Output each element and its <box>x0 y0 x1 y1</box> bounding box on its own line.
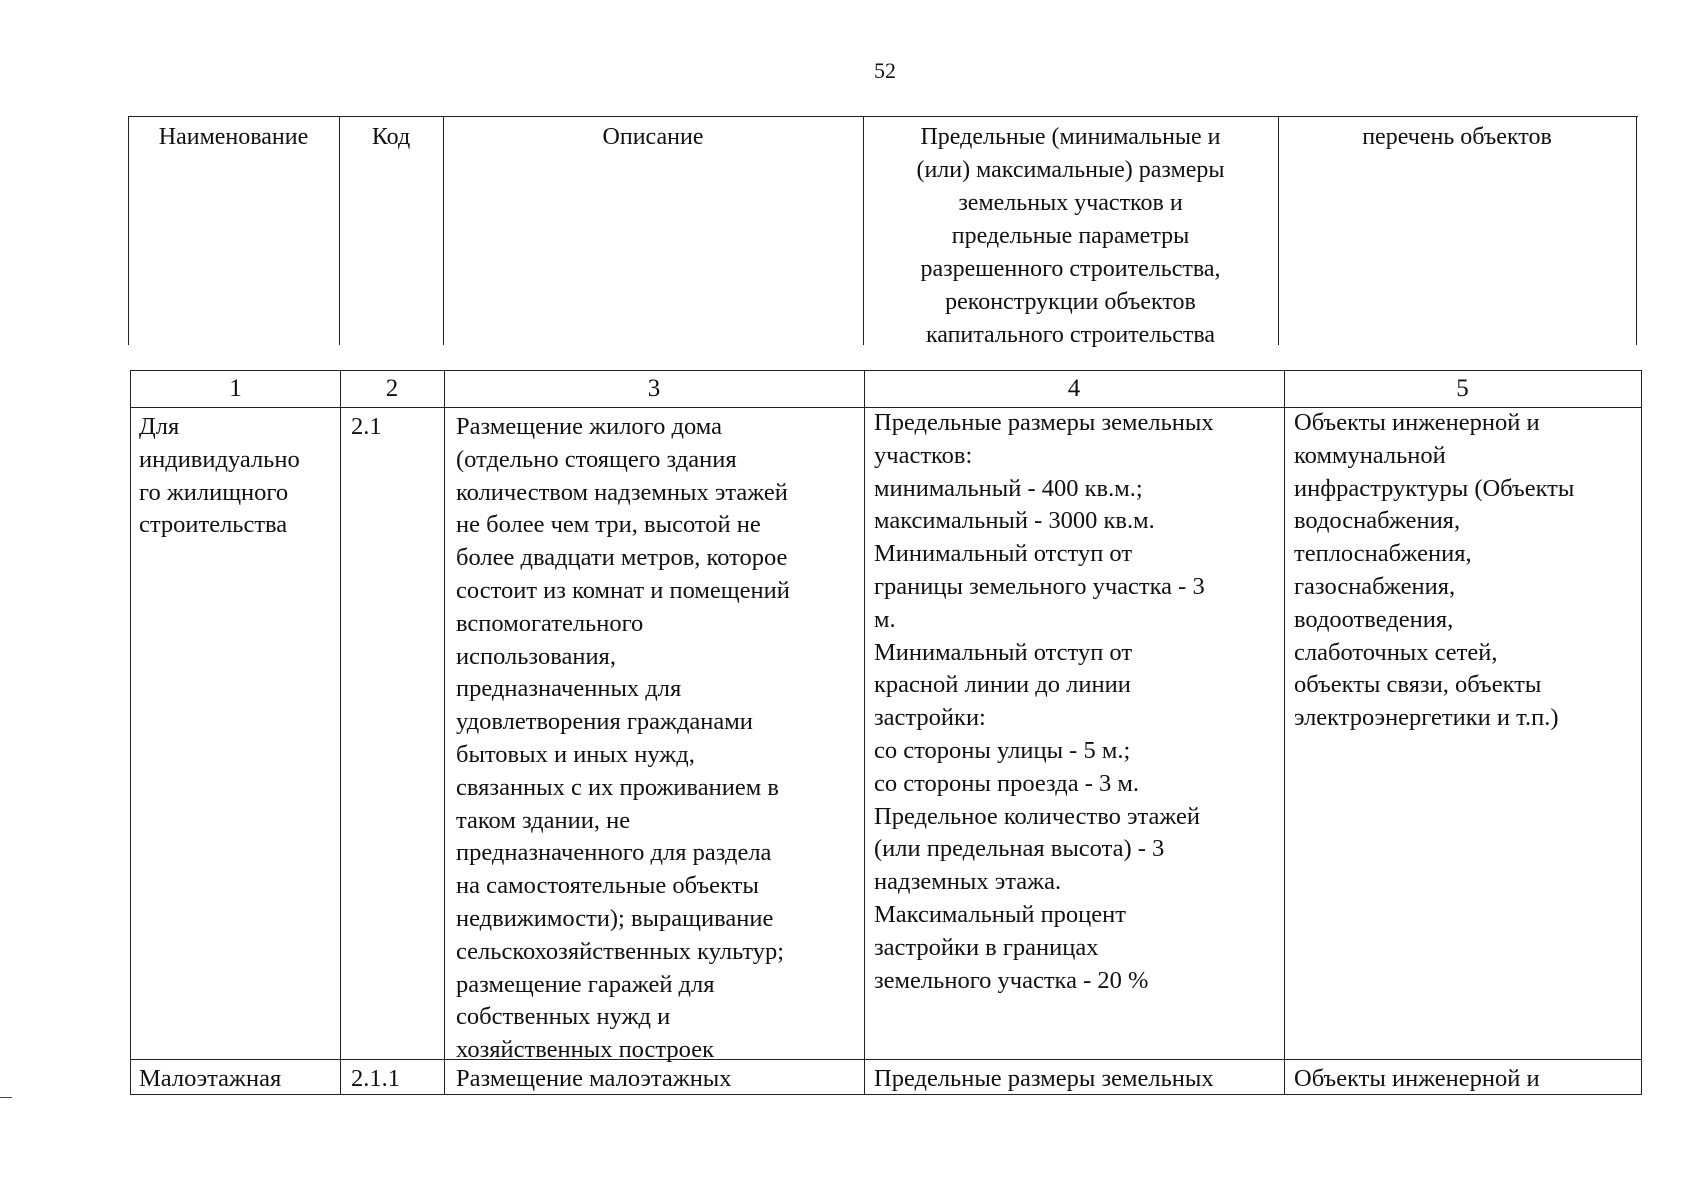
column-divider <box>340 371 341 1094</box>
row-1-name: Для индивидуально го жилищного строительства <box>139 413 300 539</box>
column-number: 1 <box>229 375 242 402</box>
header-parameters: Предельные (минимальные и (или) максимальные) размеры земельных участков и предельные параметры разрешенного строительства, реконструкции объектов капитального строительства <box>916 124 1225 348</box>
header-objects: перечень объектов <box>1362 124 1552 150</box>
row-1-description: Размещение жилого дома (отдельно стоящего здания количеством надземных этажей не более чем три, высотой не более двадцати метров, которое состоит из комнат и помещений вспомогательного использования, предназначенных для удовлетворения гражданами бытовых и иных нужд, связанных с их проживанием в таком здании, не предназначенного для раздела на самостоятельные объекты недвижимости); выращивание сельскохозяйственных культур; размещение гаражей для собственных нужд и хозяйственных построек <box>456 413 790 1064</box>
main-table <box>130 370 1642 1095</box>
row-1-code: 2.1 <box>351 413 382 440</box>
column-divider <box>1284 371 1285 1094</box>
row-1-objects: Объекты инженерной и коммунальной инфраструктуры (Объекты водоснабжения, теплоснабжения, газоснабжения, водоотведения, слаботочных сетей, объекты связи, объекты электроэнергетики и т.п.) <box>1294 409 1575 732</box>
row-divider <box>131 1059 1641 1060</box>
column-number: 2 <box>385 375 399 402</box>
header-name: Наименование <box>158 124 309 150</box>
table-header <box>128 116 1638 348</box>
row-2-objects: Объекты инженерной и <box>1294 1065 1540 1092</box>
margin-mark <box>0 1097 12 1098</box>
column-number: 5 <box>1456 375 1469 402</box>
column-divider <box>444 371 445 1094</box>
column-divider <box>1636 117 1637 345</box>
header-code: Код <box>371 124 411 150</box>
column-divider <box>864 371 865 1094</box>
header-description: Описание <box>602 124 704 150</box>
column-number: 3 <box>647 375 661 402</box>
row-1-parameters: Предельные размеры земельных участков: минимальный - 400 кв.м.; максимальный - 3000 кв.м. Минимальный отступ от границы земельного участка - 3 м. Минимальный отступ от красной линии до линии застройки: со стороны улицы - 5 м.; со стороны проезда - 3 м. Предельное количество этажей (или предельная высота) - 3 надземных этажа. Максимальный процент застройки в границах земельного участка - 20 % <box>874 409 1214 994</box>
row-2-description: Размещение малоэтажных <box>456 1065 732 1092</box>
row-2-parameters: Предельные размеры земельных <box>874 1065 1214 1092</box>
row-2-name: Малоэтажная <box>139 1065 282 1092</box>
row-2-code: 2.1.1 <box>351 1065 400 1092</box>
column-number: 4 <box>1067 375 1081 402</box>
page-number: 52 <box>874 58 896 83</box>
